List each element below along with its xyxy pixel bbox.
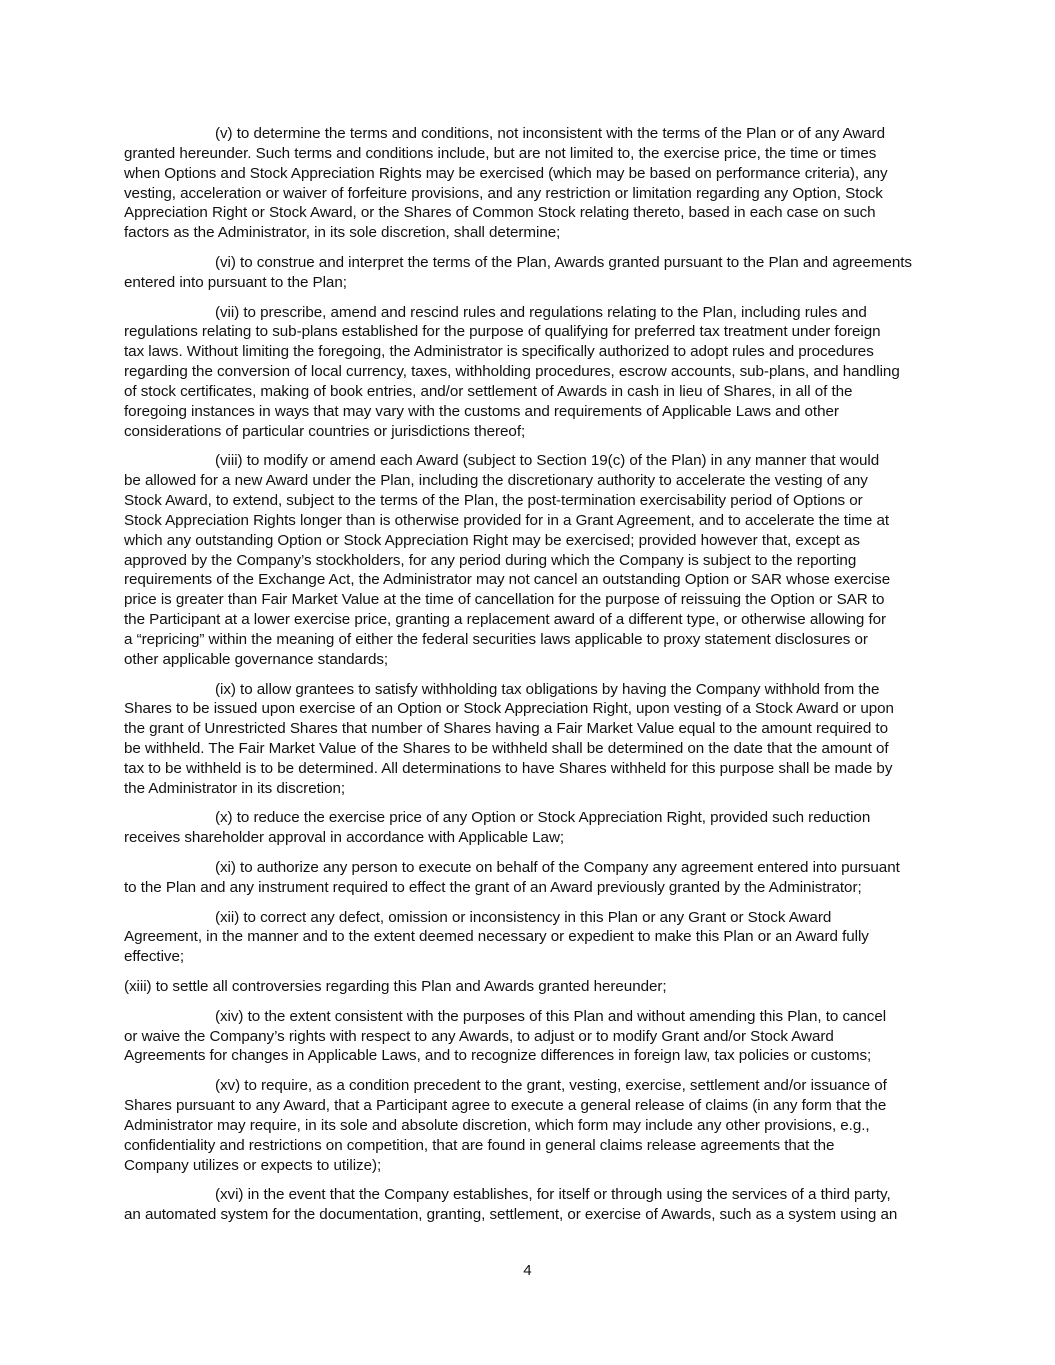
paragraph-xv: (xv) to require, as a condition precedent to the grant, vesting, exercise, settlement and/or issuance of Shares pursuant to any Award, that a Participant agree to execute a general release of claims (in any form that the Administrator may require, in its sole and absolute discretion, which form may include any other provisions, e.g., confidentiality and restrictions on competition, that are found in general claims release agreements that the Company utilizes or expects to utilize);: [124, 1077, 887, 1174]
page-number: 4: [523, 1262, 532, 1279]
paragraph-vi: (vi) to construe and interpret the terms of the Plan, Awards granted pursuant to the Plan and agreements entered into pursuant to the Plan;: [124, 253, 912, 291]
paragraph-vii: (vii) to prescribe, amend and rescind rules and regulations relating to the Plan, including rules and regulations relating to sub-plans established for the purpose of qualifying for preferred tax treatment under foreign tax laws. Without limiting the foregoing, the Administrator is specifically authorized to adopt rules and procedures regarding the conversion of local currency, taxes, withholding procedures, escrow accounts, sub-plans, and handling of stock certificates, making of book entries, and/or settlement of Awards in cash in lieu of Shares, in all of the foregoing instances in ways that may vary with the customs and requirements of Applicable Laws and other considerations of particular countries or jurisdictions thereof;: [124, 303, 900, 440]
paragraph-viii: (viii) to modify or amend each Award (subject to Section 19(c) of the Plan) in any manner that would be allowed for a new Award under the Plan, including the discretionary authority to accelerate the vesting of any Stock Award, to extend, subject to the terms of the Plan, the post-termination exercisability period of Options or Stock Appreciation Rights longer than is otherwise provided for in a Grant Agreement, and to accelerate the time at which any outstanding Option or Stock Appreciation Right may be exercised; provided however that, except as approved by the Company’s stockholders, for any period during which the Company is subject to the reporting requirements of the Exchange Act, the Administrator may not cancel an outstanding Option or SAR whose exercise price is greater than Fair Market Value at the time of cancellation for the purpose of reissuing the Option or SAR to the Participant at a lower exercise price, granting a replacement award of a different type, or otherwise allowing for a “repricing” within the meaning of either the federal securities laws applicable to proxy statement disclosures or other applicable governance standards;: [124, 452, 891, 668]
paragraph-xvi: (xvi) in the event that the Company establishes, for itself or through using the services of a third party, an automated system for the documentation, granting, settlement, or exercise of Awards, such as a system using an: [124, 1186, 898, 1224]
paragraph-xi: (xi) to authorize any person to execute on behalf of the Company any agreement entered into pursuant to the Plan and any instrument required to effect the grant of an Award previously granted by the Administrator;: [124, 859, 900, 896]
paragraph-x: (x) to reduce the exercise price of any Option or Stock Appreciation Right, provided such reduction receives shareholder approval in accordance with Applicable Law;: [124, 809, 871, 847]
paragraph-ix: (ix) to allow grantees to satisfy withholding tax obligations by having the Company withhold from the Shares to be issued upon exercise of an Option or Stock Appreciation Right, upon vesting of a Stock Award or upon the grant of Unrestricted Shares that number of Shares having a Fair Market Value equal to the amount required to be withheld. The Fair Market Value of the Shares to be withheld shall be determined on the date that the amount of tax to be withheld is to be determined. All determinations to have Shares withheld for this purpose shall be made by the Administrator in its discretion;: [124, 680, 894, 797]
paragraph-v: (v) to determine the terms and conditions, not inconsistent with the terms of the Plan or of any Award granted hereunder. Such terms and conditions include, but are not limited to, the exercise price, the time or times when Options and Stock Appreciation Rights may be exercised (which may be based on performance criteria), any vesting, acceleration or waiver of forfeiture provisions, and any restriction or limitation regarding any Option, Stock Appreciation Right or Stock Award, or the Shares of Common Stock relating thereto, based in each case on such factors as the Administrator, in its sole discretion, shall determine;: [124, 125, 888, 242]
paragraph-xii: (xii) to correct any defect, omission or inconsistency in this Plan or any Grant or Stock Award Agreement, in the manner and to the extent deemed necessary or expedient to make this Plan or an Award fully effective;: [124, 908, 869, 966]
paragraph-xiii: (xiii) to settle all controversies regarding this Plan and Awards granted hereunder;: [124, 978, 667, 996]
document-body: [124, 124, 936, 1235]
paragraph-xiv: (xiv) to the extent consistent with the purposes of this Plan and without amending this Plan, to cancel or waive the Company’s rights with respect to any Awards, to adjust or to modify Grant and/or Stock Award Agreements for changes in Applicable Laws, and to recognize differences in foreign law, tax policies or customs;: [124, 1007, 887, 1065]
